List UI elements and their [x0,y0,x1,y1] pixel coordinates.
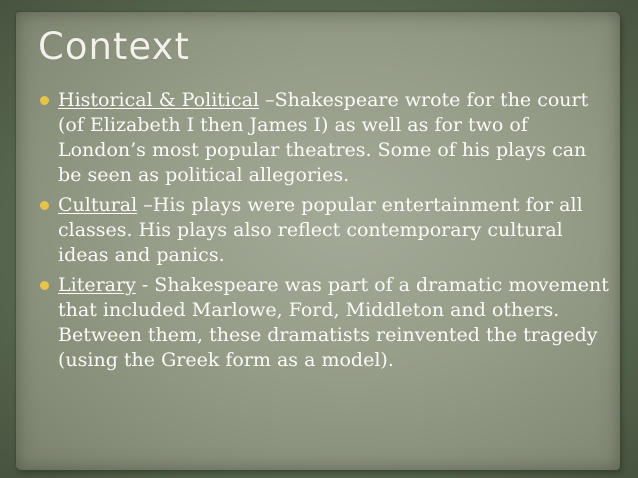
bullet-list [40,88,612,378]
bullet-topic: Historical & Political [58,89,260,111]
bullet-dot-icon [40,96,49,105]
bullet-text: –His plays were popular entertainment for all classes. His plays also reflect contemporary cultural ideas and panics. [58,194,583,266]
bullet-topic: Literary [58,274,136,296]
bullet-dot-icon [40,201,49,210]
bullet-text: –Shakespeare wrote for the court (of Elizabeth I then James I) as well as for two of London’s most popular theatres. Some of his plays can be seen as political allegories. [58,89,589,186]
bullet-item-cultural [40,193,612,268]
bullet-text: - Shakespeare was part of a dramatic movement that included Marlowe, Ford, Middleton and others. Between them, these dramatists reinvented the tragedy (using the Greek form as a model). [58,274,609,371]
slide-title: Context [38,25,190,68]
bullet-item-literary [40,273,612,373]
bullet-dot-icon [40,281,49,290]
bullet-topic: Cultural [58,194,138,216]
bullet-item-historical [40,88,612,188]
